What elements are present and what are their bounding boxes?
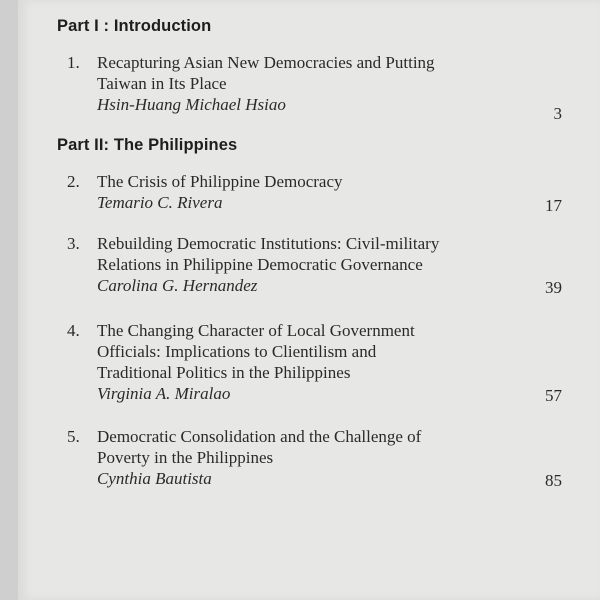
chapter-number: 1. (67, 53, 80, 72)
chapter-title: Rebuilding Democratic Institutions: Civil-military Relations in Philippine Democratic Governance (97, 234, 440, 274)
chapter-title: Recapturing Asian New Democracies and Putting Taiwan in Its Place (97, 53, 435, 93)
toc-entry-4 (57, 320, 576, 404)
toc-entry-5 (57, 426, 576, 489)
chapter-title: Democratic Consolidation and the Challenge of Poverty in the Philippines (97, 427, 422, 467)
part-2-heading: Part II: The Philippines (57, 136, 238, 154)
toc-entry-2 (57, 171, 576, 213)
chapter-number: 5. (67, 427, 80, 446)
chapter-author: Carolina G. Hernandez (97, 276, 258, 295)
chapter-page: 85 (545, 471, 562, 490)
chapter-page: 3 (553, 104, 562, 123)
chapter-author: Temario C. Rivera (97, 193, 223, 212)
chapter-page: 39 (545, 278, 562, 297)
chapter-number: 2. (67, 172, 80, 191)
toc-entry-3 (57, 233, 576, 296)
chapter-page: 57 (545, 386, 562, 405)
chapter-page: 17 (545, 196, 562, 215)
chapter-author: Virginia A. Miralao (97, 384, 231, 403)
chapter-number: 3. (67, 234, 80, 253)
chapter-title: The Crisis of Philippine Democracy (97, 172, 343, 191)
chapter-author: Hsin-Huang Michael Hsiao (97, 95, 286, 114)
chapter-author: Cynthia Bautista (97, 469, 212, 488)
book-page (18, 0, 600, 600)
part-1-heading: Part I : Introduction (57, 17, 212, 35)
toc-entry-1 (57, 52, 576, 123)
chapter-title: The Changing Character of Local Government Officials: Implications to Clientilism and Traditional Politics in the Philippines (97, 321, 415, 382)
chapter-number: 4. (67, 321, 80, 340)
